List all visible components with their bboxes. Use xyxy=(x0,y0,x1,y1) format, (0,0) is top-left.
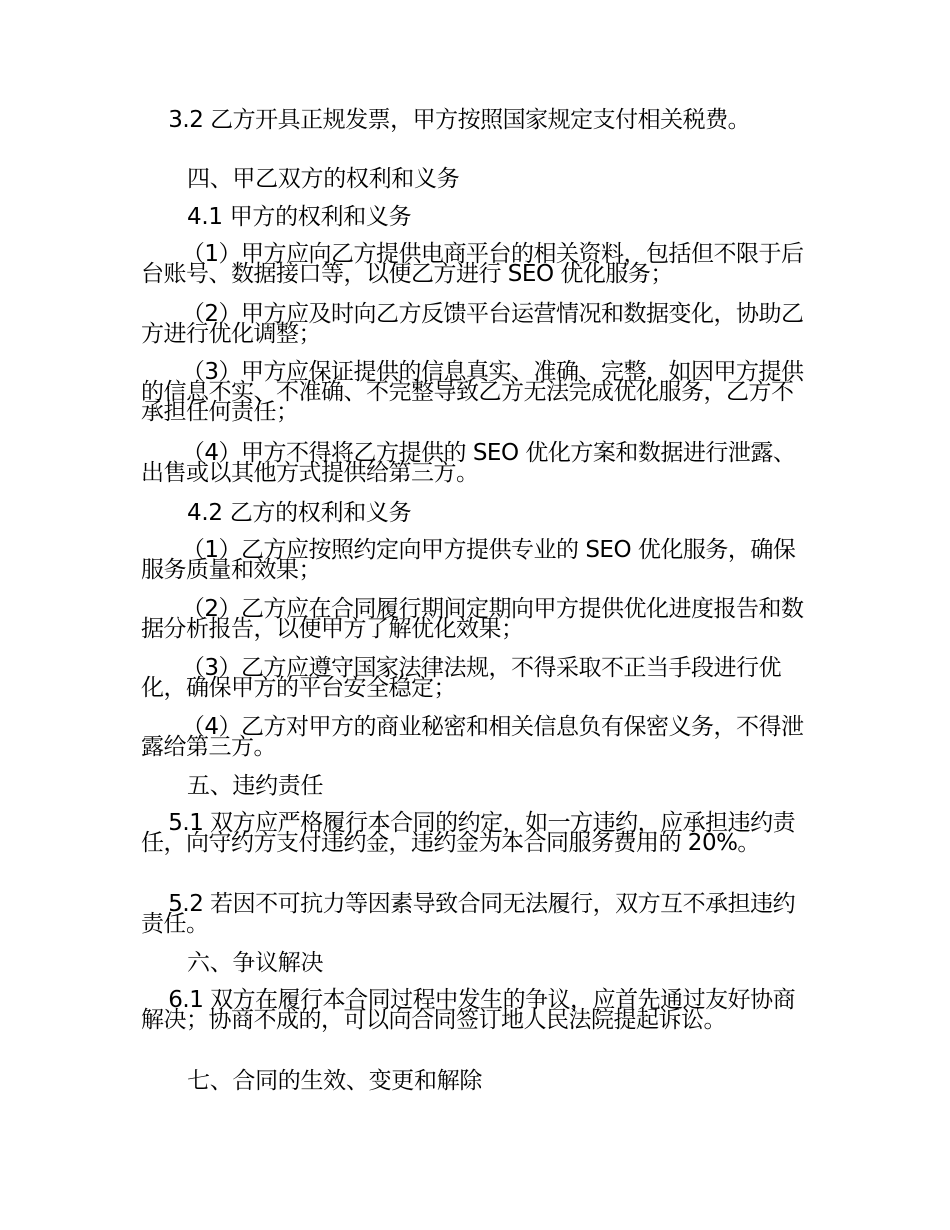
clause-4-2-item-4: （4）乙方对甲方的商业秘密和相关信息负有保密义务，不得泄露给第三方。 xyxy=(141,714,804,760)
clause-4-2-item-3: （3）乙方应遵守国家法律法规，不得采取不正当手段进行优化，确保甲方的平台安全稳定； xyxy=(141,655,782,701)
clause-4-1-item-1: （1）甲方应向乙方提供电商平台的相关资料，包括但不限于后台账号、数据接口等，以便乙方进行 SEO 优化服务； xyxy=(141,241,804,287)
clause-5-1: 5.1 双方应严格履行本合同的约定，如一方违约，应承担违约责任，向守约方支付违约金，违约金为本合同服务费用的 20%。 xyxy=(141,810,796,856)
section-4-heading: 四、甲乙双方的权利和义务 xyxy=(187,166,460,192)
section-5-heading: 五、违约责任 xyxy=(187,773,324,799)
clause-4-1-item-4: （4）甲方不得将乙方提供的 SEO 优化方案和数据进行泄露、出售或以其他方式提供给第三方。 xyxy=(141,440,796,486)
clause-5-2: 5.2 若因不可抗力等因素导致合同无法履行，双方互不承担违约责任。 xyxy=(141,891,796,937)
clause-4-1-item-2: （2）甲方应及时向乙方反馈平台运营情况和数据变化，协助乙方进行优化调整； xyxy=(141,301,804,347)
clause-4-2-item-2: （2）乙方应在合同履行期间定期向甲方提供优化进度报告和数据分析报告，以便甲方了解优化效果； xyxy=(141,596,804,642)
clause-3-2: 3.2 乙方开具正规发票，甲方按照国家规定支付相关税费。 xyxy=(141,107,751,133)
section-7-heading: 七、合同的生效、变更和解除 xyxy=(187,1068,483,1094)
clause-4-1-heading: 4.1 甲方的权利和义务 xyxy=(187,204,412,230)
section-6-heading: 六、争议解决 xyxy=(187,950,324,976)
clause-4-2-item-1: （1）乙方应按照约定向甲方提供专业的 SEO 优化服务，确保服务质量和效果； xyxy=(141,537,796,583)
clause-4-1-item-3: （3）甲方应保证提供的信息真实、准确、完整，如因甲方提供的信息不实、不准确、不完整导致乙方无法完成优化服务，乙方不承担任何责任； xyxy=(141,359,804,425)
clause-6-1: 6.1 双方在履行本合同过程中发生的争议，应首先通过友好协商解决；协商不成的，可以向合同签订地人民法院提起诉讼。 xyxy=(141,987,796,1033)
clause-4-2-heading: 4.2 乙方的权利和义务 xyxy=(187,500,412,526)
